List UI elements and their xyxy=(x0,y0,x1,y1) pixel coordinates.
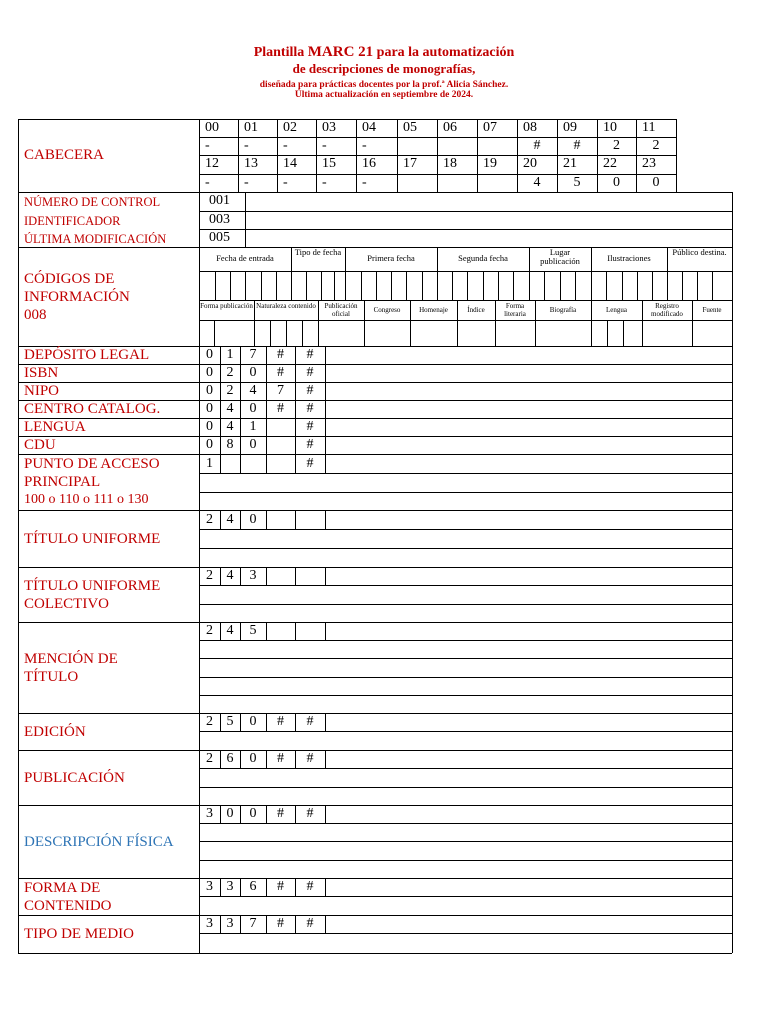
codigos-input-line xyxy=(334,271,335,300)
field-digit-cell[interactable]: # xyxy=(306,879,314,894)
cabecera-cell[interactable]: 4 xyxy=(533,175,541,190)
field-digit-line xyxy=(240,455,241,473)
cabecera-cell[interactable]: 10 xyxy=(603,120,617,135)
field-digit-line xyxy=(325,382,326,400)
codigos-bottom-header: Índice xyxy=(467,306,485,314)
codigos-col-line xyxy=(529,247,530,271)
codigos-top-header: Primera fecha xyxy=(367,253,415,263)
field-digit-cell[interactable]: 1 xyxy=(206,456,213,471)
field-digit-cell[interactable]: 3 xyxy=(226,879,234,894)
field-bottom-border xyxy=(18,382,732,383)
codigos-col-line xyxy=(732,247,733,271)
cabecera-cell[interactable]: - xyxy=(205,138,210,153)
field-digit-cell[interactable]: # xyxy=(306,419,314,434)
field-digit-line xyxy=(325,915,326,933)
codigos-bottom-header: Homenaje xyxy=(419,306,448,314)
field-row-line xyxy=(199,548,732,549)
cabecera-cell[interactable]: 11 xyxy=(642,120,656,135)
field-label: ISBN xyxy=(24,365,59,381)
field-row-line xyxy=(199,640,732,641)
codigos-input-line xyxy=(406,271,407,300)
field-row-line xyxy=(199,933,732,934)
cabecera-cell[interactable]: 09 xyxy=(563,120,577,135)
codigos-input-line xyxy=(560,271,561,300)
cabecera-cell[interactable]: 01 xyxy=(244,120,258,135)
control-tag-cell[interactable]: 001 xyxy=(209,193,230,208)
cabecera-cell[interactable]: - xyxy=(244,138,249,153)
field-digit-line xyxy=(266,511,267,529)
control-tag-divider xyxy=(245,192,246,247)
field-digit-cell[interactable]: 4 xyxy=(249,383,257,398)
title-line-1: Plantilla MARC 21 para la automatización xyxy=(253,44,515,60)
control-row-line xyxy=(199,211,732,212)
field-digit-cell[interactable]: # xyxy=(277,401,284,416)
cabecera-cell[interactable]: 16 xyxy=(362,156,376,171)
codigos-bottom-header: Registro modificado xyxy=(651,302,683,318)
field-row-line xyxy=(199,677,732,678)
codigos-input-line xyxy=(692,320,693,346)
field-label: TÍTULO UNIFORME xyxy=(24,531,161,547)
field-label: TÍTULO xyxy=(24,669,79,685)
field-digit-cell[interactable]: # xyxy=(306,437,314,452)
field-digit-line xyxy=(295,511,296,529)
cabecera-cell[interactable]: # xyxy=(533,138,541,153)
cabecera-cell[interactable]: - xyxy=(362,175,367,190)
cabecera-cell[interactable]: 19 xyxy=(483,156,497,171)
field-digit-cell[interactable]: 5 xyxy=(249,623,257,638)
cabecera-cell[interactable]: - xyxy=(244,175,249,190)
field-digit-line xyxy=(325,400,326,418)
codigos-input-line xyxy=(270,320,271,346)
field-row-line xyxy=(199,787,732,788)
codigos-input-line xyxy=(513,271,514,300)
cabecera-cell[interactable]: 0 xyxy=(613,175,620,190)
codigos-top-header: Ilustraciones xyxy=(607,253,651,263)
cabecera-cell[interactable]: - xyxy=(322,175,327,190)
codigos-input-line xyxy=(637,271,638,300)
control-bottom-border xyxy=(18,247,199,248)
field-digit-line xyxy=(325,713,326,731)
codigos-input-line xyxy=(652,271,653,300)
codigos-input-line xyxy=(215,271,216,300)
field-digit-cell[interactable]: 2 xyxy=(206,568,213,583)
field-digit-line xyxy=(325,622,326,640)
field-digit-cell[interactable]: 0 xyxy=(249,365,257,380)
codigos-input-line xyxy=(291,271,292,300)
codigos-input-line xyxy=(361,271,362,300)
codigos-top-header: Lugar publicación xyxy=(540,247,580,266)
field-bottom-border xyxy=(18,805,732,806)
cabecera-cell[interactable]: 22 xyxy=(603,156,617,171)
codigos-bottom-header: Forma literaria xyxy=(504,302,526,318)
cabecera-cell[interactable]: 13 xyxy=(244,156,258,171)
field-digit-cell[interactable]: 0 xyxy=(206,365,213,380)
field-label: TIPO DE MEDIO xyxy=(24,926,134,942)
codigos-input-line xyxy=(318,320,319,346)
field-digit-cell[interactable]: # xyxy=(277,347,284,362)
field-digit-line xyxy=(266,622,267,640)
field-row-line xyxy=(199,658,732,659)
field-digit-cell[interactable]: # xyxy=(306,456,314,471)
control-tag-cell[interactable]: 005 xyxy=(209,230,230,245)
field-digit-cell[interactable]: # xyxy=(277,751,284,766)
field-row-line xyxy=(199,823,732,824)
cabecera-cell[interactable]: 08 xyxy=(523,120,537,135)
field-digit-line xyxy=(325,346,326,364)
codigos-input-line xyxy=(622,271,623,300)
field-digit-line xyxy=(325,878,326,896)
field-digit-cell[interactable]: 4 xyxy=(226,568,234,583)
codigos-input-line xyxy=(535,320,536,346)
codigos-top-header: Público destina. xyxy=(672,247,727,257)
codigos-col-line xyxy=(591,247,592,271)
field-digit-line xyxy=(295,567,296,585)
field-digit-cell[interactable]: 4 xyxy=(226,401,234,416)
field-digit-cell[interactable]: 2 xyxy=(226,383,234,398)
field-label: CENTRO CATALOG. xyxy=(24,401,161,417)
field-digit-line xyxy=(325,364,326,382)
field-digit-cell[interactable]: # xyxy=(277,879,284,894)
control-field-label: IDENTIFICADOR xyxy=(24,214,121,228)
field-label: TÍTULO UNIFORME xyxy=(24,578,161,594)
cabecera-cell[interactable]: 20 xyxy=(523,156,537,171)
field-digit-cell[interactable]: 0 xyxy=(206,419,213,434)
field-row-line xyxy=(199,896,732,897)
codigos-input-line xyxy=(606,271,607,300)
codigos-top-header: Segunda fecha xyxy=(458,253,508,263)
codigos-top-header: Fecha de entrada xyxy=(216,253,274,263)
codigos-input-line xyxy=(452,271,453,300)
codigos-col-line xyxy=(437,247,438,271)
field-bottom-border xyxy=(18,713,732,714)
field-label: MENCIÓN DE xyxy=(24,651,118,667)
field-digit-cell[interactable]: 0 xyxy=(249,437,257,452)
cabecera-cell[interactable]: - xyxy=(283,138,288,153)
field-digit-cell[interactable]: # xyxy=(277,714,284,729)
field-digit-cell[interactable]: 3 xyxy=(206,916,213,931)
field-digit-cell[interactable]: 0 xyxy=(206,383,213,398)
field-label: EDICIÓN xyxy=(24,724,86,740)
cabecera-cell[interactable]: 0 xyxy=(652,175,660,190)
field-digit-cell[interactable]: 0 xyxy=(249,401,257,416)
field-digit-line xyxy=(325,805,326,823)
control-tag-cell[interactable]: 003 xyxy=(209,212,230,227)
table-left-border xyxy=(18,119,19,953)
codigos-input-line xyxy=(607,320,608,346)
field-digit-cell[interactable]: 4 xyxy=(226,623,234,638)
cabecera-cell[interactable]: 15 xyxy=(322,156,336,171)
field-digit-line xyxy=(295,622,296,640)
codigos-input-line xyxy=(732,271,733,300)
field-digit-cell[interactable]: 4 xyxy=(226,419,234,434)
codigos-input-line xyxy=(230,271,231,300)
cabecera-cell[interactable]: 2 xyxy=(613,138,620,153)
codigos-line xyxy=(199,300,732,301)
field-label: 100 o 110 o 111 o 130 xyxy=(24,492,149,507)
field-digit-cell[interactable]: 1 xyxy=(226,347,234,362)
field-label: LENGUA xyxy=(24,419,86,435)
field-digit-cell[interactable]: 0 xyxy=(206,401,213,416)
codigos-input-line xyxy=(437,271,438,300)
title-line-2: de descripciones de monografías, xyxy=(292,61,476,76)
cabecera-col-line xyxy=(676,119,677,192)
codigos-input-line xyxy=(254,320,255,346)
field-bottom-border xyxy=(18,418,732,419)
codigos-008-label: 008 xyxy=(24,307,47,323)
field-digit-line xyxy=(325,455,326,473)
codigos-input-line xyxy=(376,271,377,300)
codigos-input-line xyxy=(345,271,346,300)
field-digit-line xyxy=(325,750,326,768)
codigos-input-line xyxy=(642,320,643,346)
control-row-line xyxy=(199,247,732,248)
field-digit-cell[interactable]: 4 xyxy=(226,512,234,527)
field-digit-cell[interactable]: # xyxy=(277,916,284,931)
field-label: COLECTIVO xyxy=(24,596,109,612)
codigos-input-line xyxy=(697,271,698,300)
codigos-input-line xyxy=(529,271,530,300)
field-label: PUNTO DE ACCESO xyxy=(24,456,160,472)
codigos-col-line xyxy=(345,247,346,271)
control-field-label: NÚMERO DE CONTROL xyxy=(24,195,161,209)
codigos-bottom-header: Forma publicación xyxy=(200,302,253,310)
codigos-input-line xyxy=(302,320,303,346)
field-digit-cell[interactable]: 6 xyxy=(226,751,234,766)
codigos-bottom-header: Biografía xyxy=(549,306,577,314)
cabecera-cell[interactable]: 18 xyxy=(443,156,457,171)
field-digit-cell[interactable]: 0 xyxy=(249,512,257,527)
codigos-input-line xyxy=(498,271,499,300)
field-digit-cell[interactable]: 2 xyxy=(206,714,213,729)
field-digit-cell[interactable]: # xyxy=(306,347,314,362)
cabecera-cell[interactable]: 07 xyxy=(483,120,497,135)
codigos-input-line xyxy=(591,320,592,346)
field-row-line xyxy=(199,695,732,696)
cabecera-cell[interactable]: 17 xyxy=(403,156,417,171)
field-bottom-border xyxy=(18,915,732,916)
cabecera-cell[interactable]: 5 xyxy=(573,175,581,190)
field-label: CDU xyxy=(24,437,56,453)
field-digit-cell[interactable]: 3 xyxy=(206,879,213,894)
codigos-input-line xyxy=(712,271,713,300)
control-row-line xyxy=(199,229,732,230)
field-digit-cell[interactable]: 3 xyxy=(249,568,257,583)
field-digit-cell[interactable]: # xyxy=(306,714,314,729)
field-digit-cell[interactable]: 7 xyxy=(277,383,284,398)
field-digit-cell[interactable]: 2 xyxy=(206,512,213,527)
cabecera-cell[interactable]: 06 xyxy=(443,120,457,135)
cabecera-cell[interactable]: 2 xyxy=(652,138,660,153)
cabecera-cell[interactable]: - xyxy=(283,175,288,190)
field-digit-line xyxy=(325,567,326,585)
codigos-input-line xyxy=(391,271,392,300)
codigos-col-line xyxy=(667,247,668,271)
field-digit-cell[interactable]: 2 xyxy=(206,623,213,638)
field-bottom-border xyxy=(18,622,732,623)
field-row-line xyxy=(199,604,732,605)
codigos-top-header: Tipo de fecha xyxy=(294,247,342,257)
codigos-input-line xyxy=(276,271,277,300)
field-bottom-border xyxy=(18,953,732,954)
field-label: NIPO xyxy=(24,383,60,399)
field-digit-line xyxy=(220,455,221,473)
field-row-line xyxy=(199,860,732,861)
field-row-line xyxy=(199,731,732,732)
field-digit-cell[interactable]: 8 xyxy=(226,437,234,452)
field-bottom-border xyxy=(18,510,732,511)
field-digit-cell[interactable]: # xyxy=(306,383,314,398)
cabecera-cell[interactable]: 14 xyxy=(283,156,297,171)
field-label: DESCRIPCIÓN FÍSICA xyxy=(24,834,174,850)
codigos-input-line xyxy=(364,320,365,346)
cabecera-cell[interactable]: 12 xyxy=(205,156,219,171)
control-field-label: ÚLTIMA MODIFICACIÓN xyxy=(24,232,167,246)
field-digit-cell[interactable]: 6 xyxy=(249,879,257,894)
field-bottom-border xyxy=(18,436,732,437)
codigos-input-line xyxy=(667,271,668,300)
field-digit-line xyxy=(325,418,326,436)
codigos-line xyxy=(199,320,732,321)
codigos-col-line xyxy=(291,247,292,271)
field-digit-cell[interactable]: 7 xyxy=(249,347,257,362)
codigos-input-line xyxy=(457,320,458,346)
field-bottom-border xyxy=(18,750,732,751)
field-digit-cell[interactable]: 0 xyxy=(206,347,213,362)
field-row-line xyxy=(199,529,732,530)
codigos-input-line xyxy=(422,271,423,300)
field-digit-cell[interactable]: 2 xyxy=(226,365,234,380)
field-digit-cell[interactable]: 2 xyxy=(206,751,213,766)
field-digit-cell[interactable]: 5 xyxy=(226,714,234,729)
field-digit-cell[interactable]: 0 xyxy=(249,806,257,821)
cabecera-cell[interactable]: 02 xyxy=(283,120,297,135)
field-bottom-border xyxy=(18,878,732,879)
codigos-input-line xyxy=(199,271,200,300)
cabecera-cell[interactable]: - xyxy=(205,175,210,190)
codigos-input-line xyxy=(495,320,496,346)
codigos-input-line xyxy=(467,271,468,300)
codigos-input-line xyxy=(286,320,287,346)
codigos-col-line xyxy=(199,247,200,271)
codigos-input-line xyxy=(575,271,576,300)
field-digit-line xyxy=(325,511,326,529)
codigos-input-line xyxy=(544,271,545,300)
cabecera-cell[interactable]: 04 xyxy=(362,120,376,135)
cabecera-cell[interactable]: - xyxy=(362,138,367,153)
field-digit-cell[interactable]: # xyxy=(306,916,314,931)
field-row-line xyxy=(199,492,732,493)
field-digit-line xyxy=(325,436,326,454)
field-digit-cell[interactable]: # xyxy=(306,751,314,766)
subtitle-author: diseñada para prácticas docentes por la prof.ª Alicia Sánchez. xyxy=(259,80,509,90)
codigos-input-line xyxy=(199,320,200,346)
cabecera-cell[interactable]: 21 xyxy=(563,156,577,171)
field-digit-cell[interactable]: 0 xyxy=(206,437,213,452)
codigos-input-line xyxy=(261,271,262,300)
field-digit-cell[interactable]: 1 xyxy=(249,419,257,434)
cabecera-cell[interactable]: 03 xyxy=(322,120,336,135)
codigos-input-line xyxy=(321,271,322,300)
field-digit-cell[interactable]: 0 xyxy=(249,714,257,729)
field-digit-cell[interactable]: # xyxy=(306,806,314,821)
codigos-input-line xyxy=(410,320,411,346)
cabecera-cell[interactable]: 05 xyxy=(403,120,417,135)
field-digit-cell[interactable]: # xyxy=(306,401,314,416)
codigos-input-line xyxy=(623,320,624,346)
cabecera-cell[interactable]: # xyxy=(573,138,581,153)
codigos-label: INFORMACIÓN xyxy=(24,289,130,305)
field-label: PRINCIPAL xyxy=(24,474,101,490)
codigos-input-line xyxy=(732,320,733,346)
field-label: FORMA DE xyxy=(24,880,101,896)
codigos-bottom-header: Fuente xyxy=(702,306,722,314)
codigos-input-line xyxy=(214,320,215,346)
cabecera-cell[interactable]: 00 xyxy=(205,120,219,135)
field-digit-line xyxy=(266,567,267,585)
field-digit-cell[interactable]: 3 xyxy=(226,916,234,931)
field-bottom-border xyxy=(18,567,732,568)
codigos-input-line xyxy=(591,271,592,300)
field-digit-cell[interactable]: 0 xyxy=(226,806,234,821)
codigos-bottom-header: Congreso xyxy=(373,306,401,314)
codigos-input-line xyxy=(682,271,683,300)
field-label: DEPÓSITO LEGAL xyxy=(24,347,150,363)
codigos-label: CÓDIGOS DE xyxy=(24,271,115,287)
cabecera-label: CABECERA xyxy=(24,147,105,163)
field-label: PUBLICACIÓN xyxy=(24,770,125,786)
codigos-input-line xyxy=(483,271,484,300)
codigos-bottom-header: Publicación oficial xyxy=(324,302,358,318)
field-digit-cell[interactable]: 7 xyxy=(249,916,257,931)
field-digit-cell[interactable]: # xyxy=(277,365,284,380)
codigos-input-line xyxy=(245,271,246,300)
field-digit-line xyxy=(266,418,267,436)
codigos-bottom-header: Naturaleza contenido xyxy=(256,302,316,310)
subtitle-update: Última actualización en septiembre de 2024. xyxy=(294,90,474,100)
field-bottom-border xyxy=(18,364,732,365)
codigos-input-line xyxy=(306,271,307,300)
field-row-line xyxy=(199,768,732,769)
codigos-col-line xyxy=(732,300,733,320)
field-digit-line xyxy=(266,455,267,473)
cabecera-cell[interactable]: - xyxy=(322,138,327,153)
field-digit-line xyxy=(266,436,267,454)
field-digit-cell[interactable]: # xyxy=(306,365,314,380)
cabecera-cell[interactable]: 23 xyxy=(642,156,656,171)
field-row-line xyxy=(199,585,732,586)
field-row-line xyxy=(199,473,732,474)
field-label: CONTENIDO xyxy=(24,898,112,914)
codigos-bottom-header: Lengua xyxy=(606,306,627,314)
field-digit-cell[interactable]: 0 xyxy=(249,751,257,766)
field-digit-cell[interactable]: 3 xyxy=(206,806,213,821)
field-row-line xyxy=(199,841,732,842)
field-digit-cell[interactable]: # xyxy=(277,806,284,821)
